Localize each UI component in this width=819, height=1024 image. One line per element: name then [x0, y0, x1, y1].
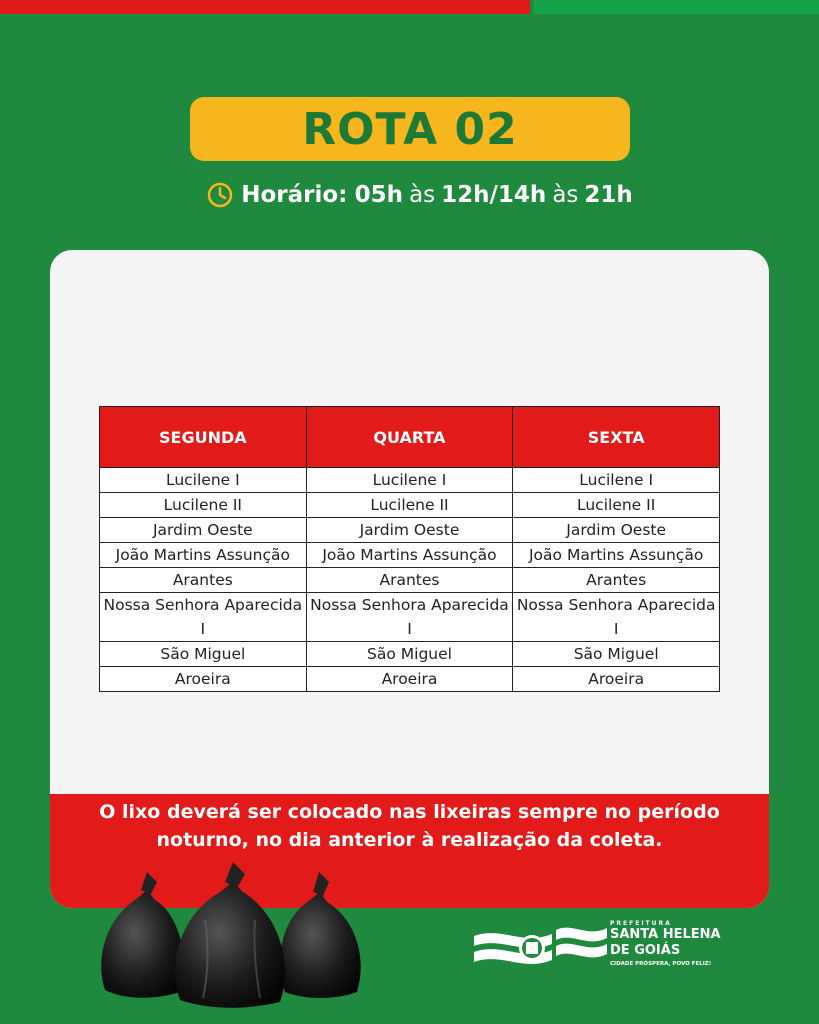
table-row: [100, 593, 720, 642]
table-cell: Lucilene I: [306, 468, 513, 493]
table-cell: João Martins Assunção: [306, 543, 513, 568]
table-cell: Nossa Senhora Aparecida I: [513, 593, 720, 642]
table-cell: Arantes: [100, 568, 307, 593]
table-cell: Lucilene II: [100, 493, 307, 518]
table-cell: Aroeira: [100, 667, 307, 692]
table-cell: Arantes: [306, 568, 513, 593]
schedule-sep-1: às: [409, 182, 436, 208]
header-sexta: SEXTA: [513, 407, 720, 468]
logo-name-line1: SANTA HELENA: [610, 927, 721, 942]
table-row: [100, 493, 720, 518]
logo-prefix: PREFEITURA: [610, 920, 672, 927]
table-cell: Lucilene II: [513, 493, 720, 518]
table-row: [100, 543, 720, 568]
table-row: [100, 468, 720, 493]
schedule-label: Horário:: [241, 182, 348, 208]
table-cell: Lucilene II: [306, 493, 513, 518]
table-cell: João Martins Assunção: [100, 543, 307, 568]
trash-bags-image: [95, 860, 375, 1010]
header-segunda: SEGUNDA: [100, 407, 307, 468]
logo-slogan: CIDADE PRÓSPERA, POVO FELIZ!: [610, 961, 712, 967]
schedule-time-1: 05h: [354, 182, 404, 208]
schedule-time-3: 21h: [584, 182, 633, 208]
logo-name-line2: DE GOIÁS: [610, 943, 681, 958]
table-cell: São Miguel: [100, 642, 307, 667]
route-title: ROTA 02: [302, 103, 518, 155]
table-cell: Aroeira: [306, 667, 513, 692]
table-cell: São Miguel: [513, 642, 720, 667]
top-bar-green: [533, 0, 819, 14]
top-bar-red: [0, 0, 530, 14]
table-row: [100, 642, 720, 667]
city-logo-text: [610, 920, 750, 967]
schedule-line: [200, 176, 640, 214]
table-cell: São Miguel: [306, 642, 513, 667]
table-cell: Arantes: [513, 568, 720, 593]
clock-icon: [207, 182, 233, 208]
table-cell: João Martins Assunção: [513, 543, 720, 568]
table-cell: Aroeira: [513, 667, 720, 692]
table-cell: Lucilene I: [513, 468, 720, 493]
table-row: [100, 568, 720, 593]
table-cell: Nossa Senhora Aparecida I: [100, 593, 307, 642]
table-cell: Nossa Senhora Aparecida I: [306, 593, 513, 642]
schedule-sep-2: às: [552, 182, 579, 208]
table-cell: Jardim Oeste: [100, 518, 307, 543]
table-cell: Jardim Oeste: [306, 518, 513, 543]
route-title-badge: [190, 97, 630, 161]
top-color-bar: [0, 0, 819, 14]
route-card: [50, 250, 769, 908]
header-quarta: QUARTA: [306, 407, 513, 468]
table-cell: Lucilene I: [100, 468, 307, 493]
notice-text: O lixo deverá ser colocado nas lixeiras sempre no período noturno, no dia anterior à realização da coleta.: [99, 801, 720, 851]
table-row: [100, 518, 720, 543]
route-table: [99, 406, 720, 692]
table-cell: Jardim Oeste: [513, 518, 720, 543]
table-row: [100, 667, 720, 692]
schedule-time-2: 12h/14h: [441, 182, 547, 208]
